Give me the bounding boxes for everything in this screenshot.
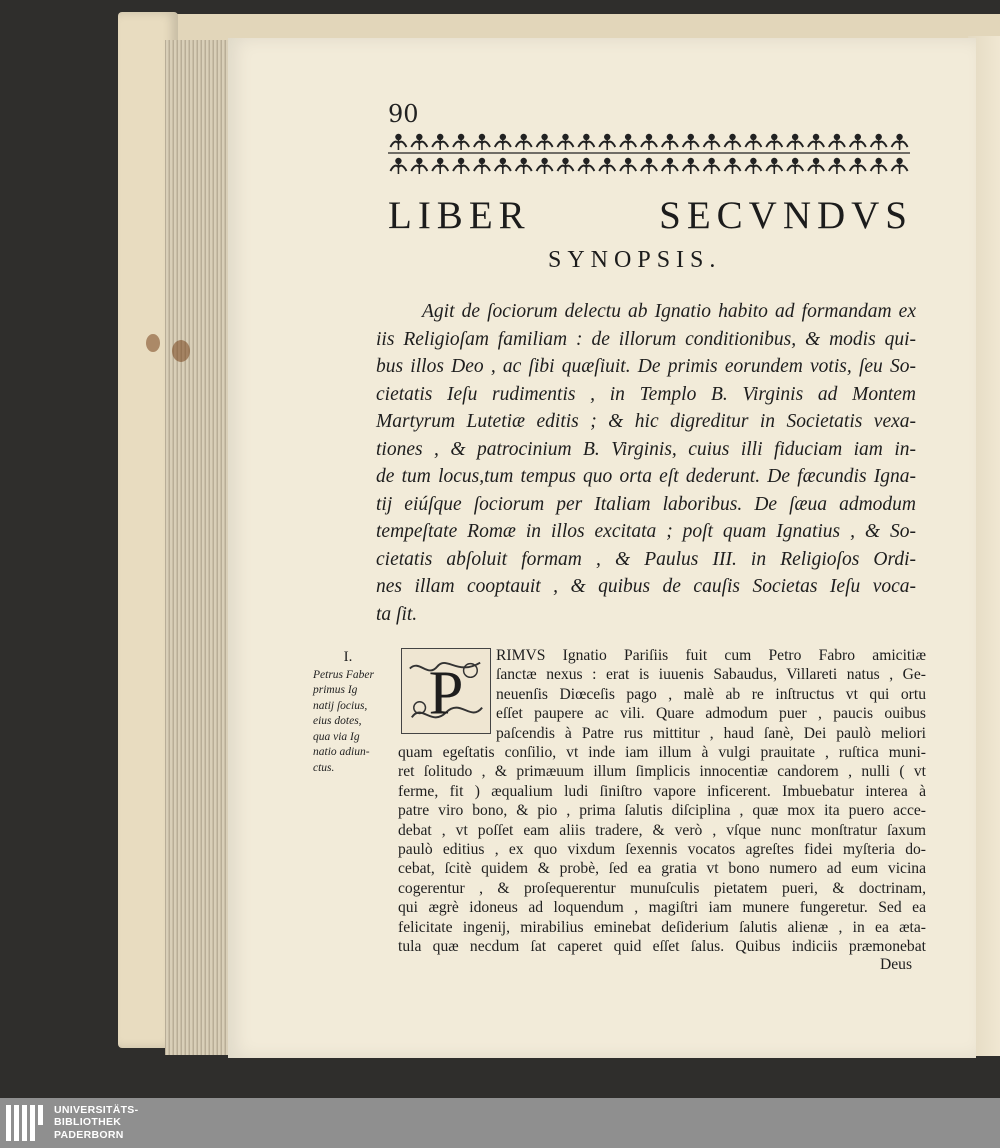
library-name-line: PADERBORN	[54, 1128, 124, 1141]
body-line: patre viro bono, & pio , prima ſalutis diſciplina , quæ mox ita puero acce-	[398, 802, 926, 820]
fleuron-motif	[495, 134, 511, 150]
body-line: paulò editius , ex quo vixdum ſexennis vocatos agreſtes fidei myſteria do-	[398, 841, 926, 859]
fleuron-motif	[432, 158, 448, 174]
fleuron-motif	[516, 158, 532, 174]
body-line: ſanctæ nexus : erat is iuuenis Sabaudus, Villareti natus , Ge-	[496, 666, 926, 684]
library-logo-icon	[6, 1105, 48, 1141]
fleuron-motif	[808, 158, 824, 174]
fleuron-motif	[766, 158, 782, 174]
fleuron-motif	[411, 134, 427, 150]
paper-stain	[146, 334, 160, 352]
fleuron-ornament-icon	[388, 128, 910, 178]
body-line: ferme, fit ) æqualium ludi ſiniſtro vapore inficerent. Imbuebatur interea à	[398, 782, 926, 800]
synopsis-paragraph	[376, 298, 916, 628]
fleuron-motif	[850, 158, 866, 174]
fleuron-motif	[474, 134, 490, 150]
book-title-word-1: LIBER	[388, 194, 531, 237]
fleuron-motif	[892, 134, 908, 150]
fleuron-motif	[453, 158, 469, 174]
margin-note-line: natij ſocius,	[313, 699, 368, 712]
fleuron-motif	[871, 158, 887, 174]
library-name-line: UNIVERSITÄTS-	[54, 1104, 139, 1116]
page-number: 90	[388, 100, 419, 128]
margin-note-line: qua via Ig	[313, 730, 360, 743]
fleuron-motif	[829, 158, 845, 174]
fleuron-motif	[641, 134, 657, 150]
decorated-initial-icon	[402, 649, 490, 733]
fleuron-motif	[578, 134, 594, 150]
library-name	[54, 1104, 138, 1141]
synopsis-line: nes illam cooptauit , & quibus de cauſis Societas Ieſu voca-	[376, 576, 916, 597]
synopsis-heading: SYNOPSIS.	[548, 247, 722, 273]
fleuron-motif	[704, 134, 720, 150]
margin-note-line: Petrus Faber	[313, 668, 375, 681]
fleuron-motif	[453, 134, 469, 150]
fleuron-motif	[495, 158, 511, 174]
body-line: cebat, ſcitè quidem & probè, ſed ea gratia vt bono numero ad eum vicina	[398, 860, 926, 878]
body-line: tula quæ necdum ſat caperet quid eſſet ſalus. Quibus indiciis præmonebat	[398, 938, 926, 956]
body-line: eſſet paupere ac vili. Quare admodum puer , paucis ouibus	[496, 705, 926, 723]
library-name-line: BIBLIOTHEK	[54, 1116, 122, 1129]
fleuron-motif	[662, 158, 678, 174]
fleuron-motif	[829, 134, 845, 150]
fleuron-motif	[850, 134, 866, 150]
book-title	[388, 193, 913, 238]
synopsis-line: cietatis Ieſu rudimentis , in Templo B. Virginis ad Montem	[376, 383, 916, 405]
synopsis-line: bus illos Deo , ac ſibi quæſiuit. De primis eorundem votis, ſeu So-	[376, 356, 916, 377]
fleuron-motif	[725, 134, 741, 150]
fleuron-motif	[432, 134, 448, 150]
fleuron-motif	[599, 134, 615, 150]
book-title-word-2: SECVNDVS	[659, 194, 913, 237]
fleuron-motif	[787, 158, 803, 174]
synopsis-line: ta ſit.	[376, 603, 418, 625]
fleuron-motif	[390, 134, 406, 150]
ornamental-band	[388, 128, 910, 178]
synopsis-line: iis Religioſam familiam : de illorum conditionibus, & modis qui-	[376, 328, 916, 350]
body-line: cogerentur , & proſequerentur munuſculis pietatem pueri, & doctrinam,	[398, 879, 926, 897]
book-page	[228, 38, 976, 1058]
fleuron-motif	[557, 158, 573, 174]
body-line: quam egeſtatis conſilio, vt inde iam illum à vulgi prauitate , ruſtica muni-	[398, 744, 926, 761]
drop-cap-letter: P	[428, 657, 464, 728]
fleuron-motif	[704, 158, 720, 174]
fleuron-motif	[683, 134, 699, 150]
body-line: RIMVS Ignatio Pariſiis fuit cum Petro Fabro amicitiæ	[496, 647, 926, 664]
catchword: Deus	[880, 956, 913, 973]
fleuron-motif	[683, 158, 699, 174]
synopsis-line: Martyrum Lutetiæ editis ; & hic digreditur in Societatis vexa-	[376, 411, 916, 432]
body-line: ret ſolitudo , & primæuum illum ſimplicis innocentiæ candorem , nulli ( vt	[398, 763, 926, 781]
fleuron-motif	[599, 158, 615, 174]
fleuron-motif	[390, 158, 406, 174]
synopsis-line: cietatis abſoluit formam , & Paulus III. in Religioſos Ordi-	[376, 548, 916, 570]
decorated-initial	[401, 648, 491, 734]
synopsis-line: tiones , & patrocinium B. Virginis, cuius illi fiduciam iam in-	[376, 438, 916, 460]
margin-note-line: natio adiun-	[313, 746, 370, 758]
body-line: qui ægrè idoneus ad loquendum , magiſtri iam munere fungeretur. Sed ea	[398, 899, 926, 917]
fleuron-motif	[537, 158, 553, 174]
body-line: felicitate ingenij, mirabilius eminebat deſiderium ſalutis alienæ , in ea æta-	[398, 918, 926, 936]
fleuron-motif	[725, 158, 741, 174]
fleuron-motif	[787, 134, 803, 150]
body-line: neuenſis Diœceſis pago , malè ab re inſtructus vt qui ortu	[496, 685, 926, 703]
fleuron-motif	[745, 158, 761, 174]
fleuron-motif	[641, 158, 657, 174]
fleuron-motif	[808, 134, 824, 150]
fleuron-motif	[474, 158, 490, 174]
body-line: paſcendis à Patre rus mittitur , haud ſanè, Dei paulò meliori	[496, 724, 926, 742]
synopsis-line: de tum locus,tum tempus quo orta eſt dederunt. De fæcundis Igna-	[376, 466, 916, 487]
synopsis-line: Agit de ſociorum delectu ab Ignatio habito ad formandam ex	[422, 301, 916, 322]
fleuron-motif	[620, 158, 636, 174]
body-text	[398, 743, 926, 956]
paper-stain	[172, 340, 190, 362]
body-text-beside-initial	[496, 646, 926, 743]
page-stack-edge	[165, 40, 235, 1055]
fleuron-motif	[766, 134, 782, 150]
fleuron-motif	[537, 134, 553, 150]
fleuron-motif	[662, 134, 678, 150]
fleuron-motif	[578, 158, 594, 174]
library-footer	[0, 1098, 1000, 1148]
fleuron-motif	[620, 134, 636, 150]
fleuron-motif	[557, 134, 573, 150]
margin-note-line: primus Ig	[313, 684, 358, 696]
fleuron-motif	[892, 158, 908, 174]
margin-note-number: I.	[343, 649, 353, 665]
margin-note	[313, 650, 383, 776]
fleuron-motif	[871, 134, 887, 150]
fleuron-motif	[411, 158, 427, 174]
body-line: debat , vt poſſet eam aliis tradere, & verò , vſque nunc monſtratur ſaxum	[398, 821, 926, 839]
synopsis-line: tij eiúſque ſociorum per Italiam laboribus. De ſæua admodum	[376, 493, 916, 515]
fleuron-motif	[745, 134, 761, 150]
margin-note-line: ctus.	[313, 761, 335, 774]
fleuron-motif	[516, 134, 532, 150]
margin-note-line: eius dotes,	[313, 715, 362, 727]
synopsis-line: tempeſtate Romæ in illos excitata ; poſt quam Ignatius , & So-	[376, 521, 916, 542]
